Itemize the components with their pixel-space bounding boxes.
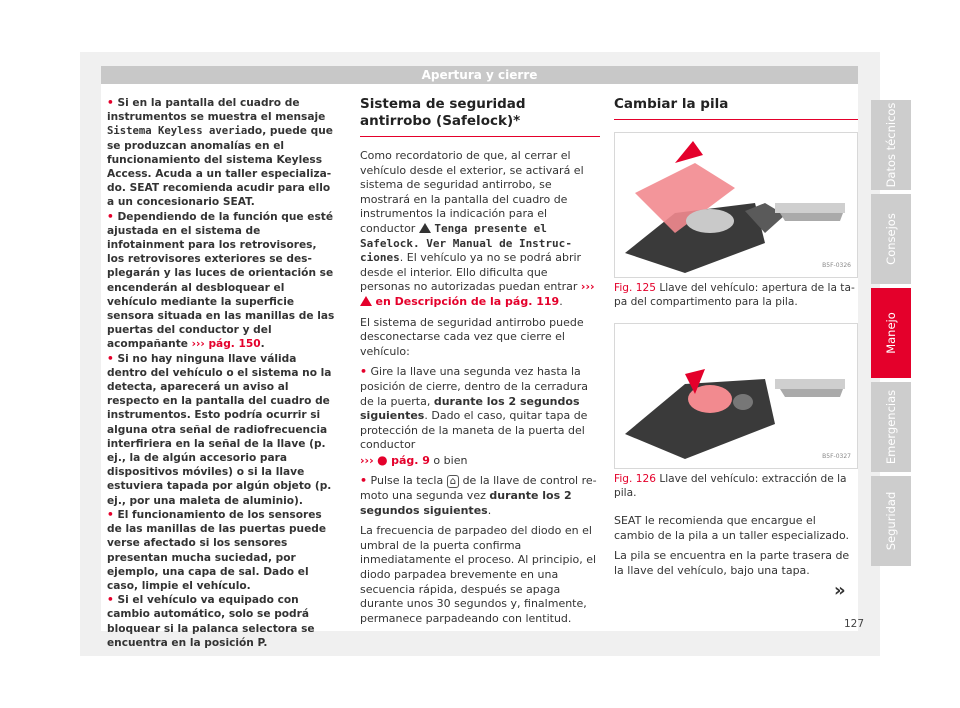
figure-number: Fig. 125	[614, 282, 656, 294]
figure-key-open-cover	[614, 132, 858, 278]
side-tabs	[871, 100, 911, 570]
bullet-icon: •	[107, 352, 114, 365]
paragraph: La pila se encuentra en la parte trasera de la llave del vehículo, bajo una tapa.	[614, 549, 850, 577]
page-reference-link[interactable]: ››› pág. 150	[191, 338, 261, 351]
section-title: Sistema de seguridad antirrobo (Safelock)*	[360, 96, 600, 137]
reference-arrows[interactable]: ›››	[360, 453, 374, 467]
note-item: • Dependiendo de la función que esté ajustada en el sistema de infotainment para los retrovisores, los retrovisores exteriores se desplegarán y las luces de orientación se encenderán al desbloquear el vehículo mediante la superficie sensora situada en las manillas de las puertas del conductor y del acompañante ››› pág. 150.	[107, 210, 335, 351]
bullet-icon: •	[107, 210, 114, 223]
message-text: Tenga presente el Safelock. Ver Manual de Instrucciones	[360, 221, 572, 265]
section-title: Cambiar la pila	[614, 96, 858, 120]
figure-caption: Fig. 125 Llave del vehículo: apertura de la tapa del compartimento para la pila.	[614, 282, 855, 308]
figure-caption: Fig. 126 Llave del vehículo: extracción de la pila.	[614, 473, 847, 499]
paragraph: Como recordatorio de que, al cerrar el vehículo desde el exterior, se activará el sistema de seguridad antirrobo, se mostrará en la pantalla del cuadro de instrumentos la indicación para el conductor Tenga presente el Safelock. Ver Manual de Instrucciones. El vehículo ya no se podrá abrir desde el interior. Ello dificulta que personas no autorizadas puedan entrar ››› en Descripción de la pág. 119.	[360, 149, 595, 308]
key-illustration	[615, 133, 857, 277]
tab-manejo[interactable]: Manejo	[871, 288, 911, 378]
column-battery	[614, 96, 858, 584]
list-item: • Gire la llave una segunda vez hasta la posición de cierre, dentro de la cerradura de la puerta, durante los 2 segundos siguientes. Dado el caso, quitar tapa de protección de la maneta de la puerta del conductor ››› ● pág. 9 o bien	[360, 365, 588, 467]
list-item: • Pulse la tecla ⌂ de la llave de control remoto una segunda vez durante los 2 segundos siguientes.	[360, 474, 597, 517]
tab-seguridad[interactable]: Seguridad	[871, 476, 911, 566]
bullet-icon: •	[107, 508, 114, 521]
column-safelock	[360, 96, 600, 632]
paragraph: La frecuencia de parpadeo del diodo en el umbral de la puerta confirma inmediatamente el proceso. Al principio, el diodo parpadea brevemente en una secuencia rápida, después se apaga durante unos 30 segundos y, finalmente, permanece parpadeando con lentitud.	[360, 524, 597, 625]
continue-arrow-icon: »	[834, 580, 846, 601]
figure-code: B5F-0326	[822, 262, 851, 270]
paragraph: SEAT le recomienda que encargue el cambio de la pila a un taller especializado.	[614, 514, 850, 542]
note-item: • El funcionamiento de los sensores de las manillas de las puertas puede verse afectado si los sensores presentan mucha suciedad, por ejemplo, una capa de sal. Dado el caso, limpie el vehículo.	[107, 508, 327, 592]
page-reference-link[interactable]: en Descripción de la pág. 119	[375, 294, 560, 308]
bullet-icon: •	[360, 365, 368, 379]
tab-emergencias[interactable]: Emergencias	[871, 382, 911, 472]
page-header: Apertura y cierre	[101, 66, 858, 84]
page-reference-link[interactable]: pág. 9	[391, 453, 430, 467]
warning-icon	[419, 223, 431, 233]
key-illustration	[615, 324, 857, 468]
car-icon: ●	[377, 452, 388, 467]
figure-number: Fig. 126	[614, 473, 656, 485]
figure-code: B5F-0327	[822, 453, 851, 461]
reference-arrows[interactable]: ›››	[580, 280, 595, 294]
bullet-icon: •	[360, 474, 368, 488]
note-item: • Si el vehículo va equipado con cambio automático, solo se podrá bloquear si la palanca selectora se encuentra en la posición P.	[107, 594, 315, 649]
column-notes	[107, 96, 337, 650]
message-text: Sistema Keyless averia	[107, 125, 248, 138]
figure-key-battery-removal	[614, 323, 858, 469]
warning-icon	[360, 296, 372, 306]
tab-datos-tecnicos[interactable]: Datos técnicos	[871, 100, 911, 190]
bullet-icon: •	[107, 594, 114, 607]
note-item: • Si no hay ninguna llave válida dentro del vehículo o el sistema no la detecta, aparecerá un aviso al respecto en la pantalla del cuadro de instrumentos. Esto podría ocurrir si alguna otra señal de radiofrecuencia interfiriera en la señal de la llave (p. ej., la de algún accesorio para dispositivos móviles) o si la llave estuviera tapada por algún objeto (p. ej., por una maleta de aluminio).	[107, 352, 332, 507]
note-item: • Si en la pantalla del cuadro de instrumentos se muestra el mensaje Sistema Keyless averiado, puede que se produzcan anomalías en el funcionamiento del sistema Keyless Access. Acuda a un taller especializado. SEAT recomienda acudir para ello a un concesionario SEAT.	[107, 97, 333, 209]
tab-consejos[interactable]: Consejos	[871, 194, 911, 284]
page-number: 127	[844, 618, 865, 630]
paragraph: El sistema de seguridad antirrobo puede desconectarse cada vez que cierre el vehículo:	[360, 315, 584, 358]
lock-button-icon: ⌂	[447, 475, 459, 488]
bullet-icon: •	[107, 97, 114, 109]
